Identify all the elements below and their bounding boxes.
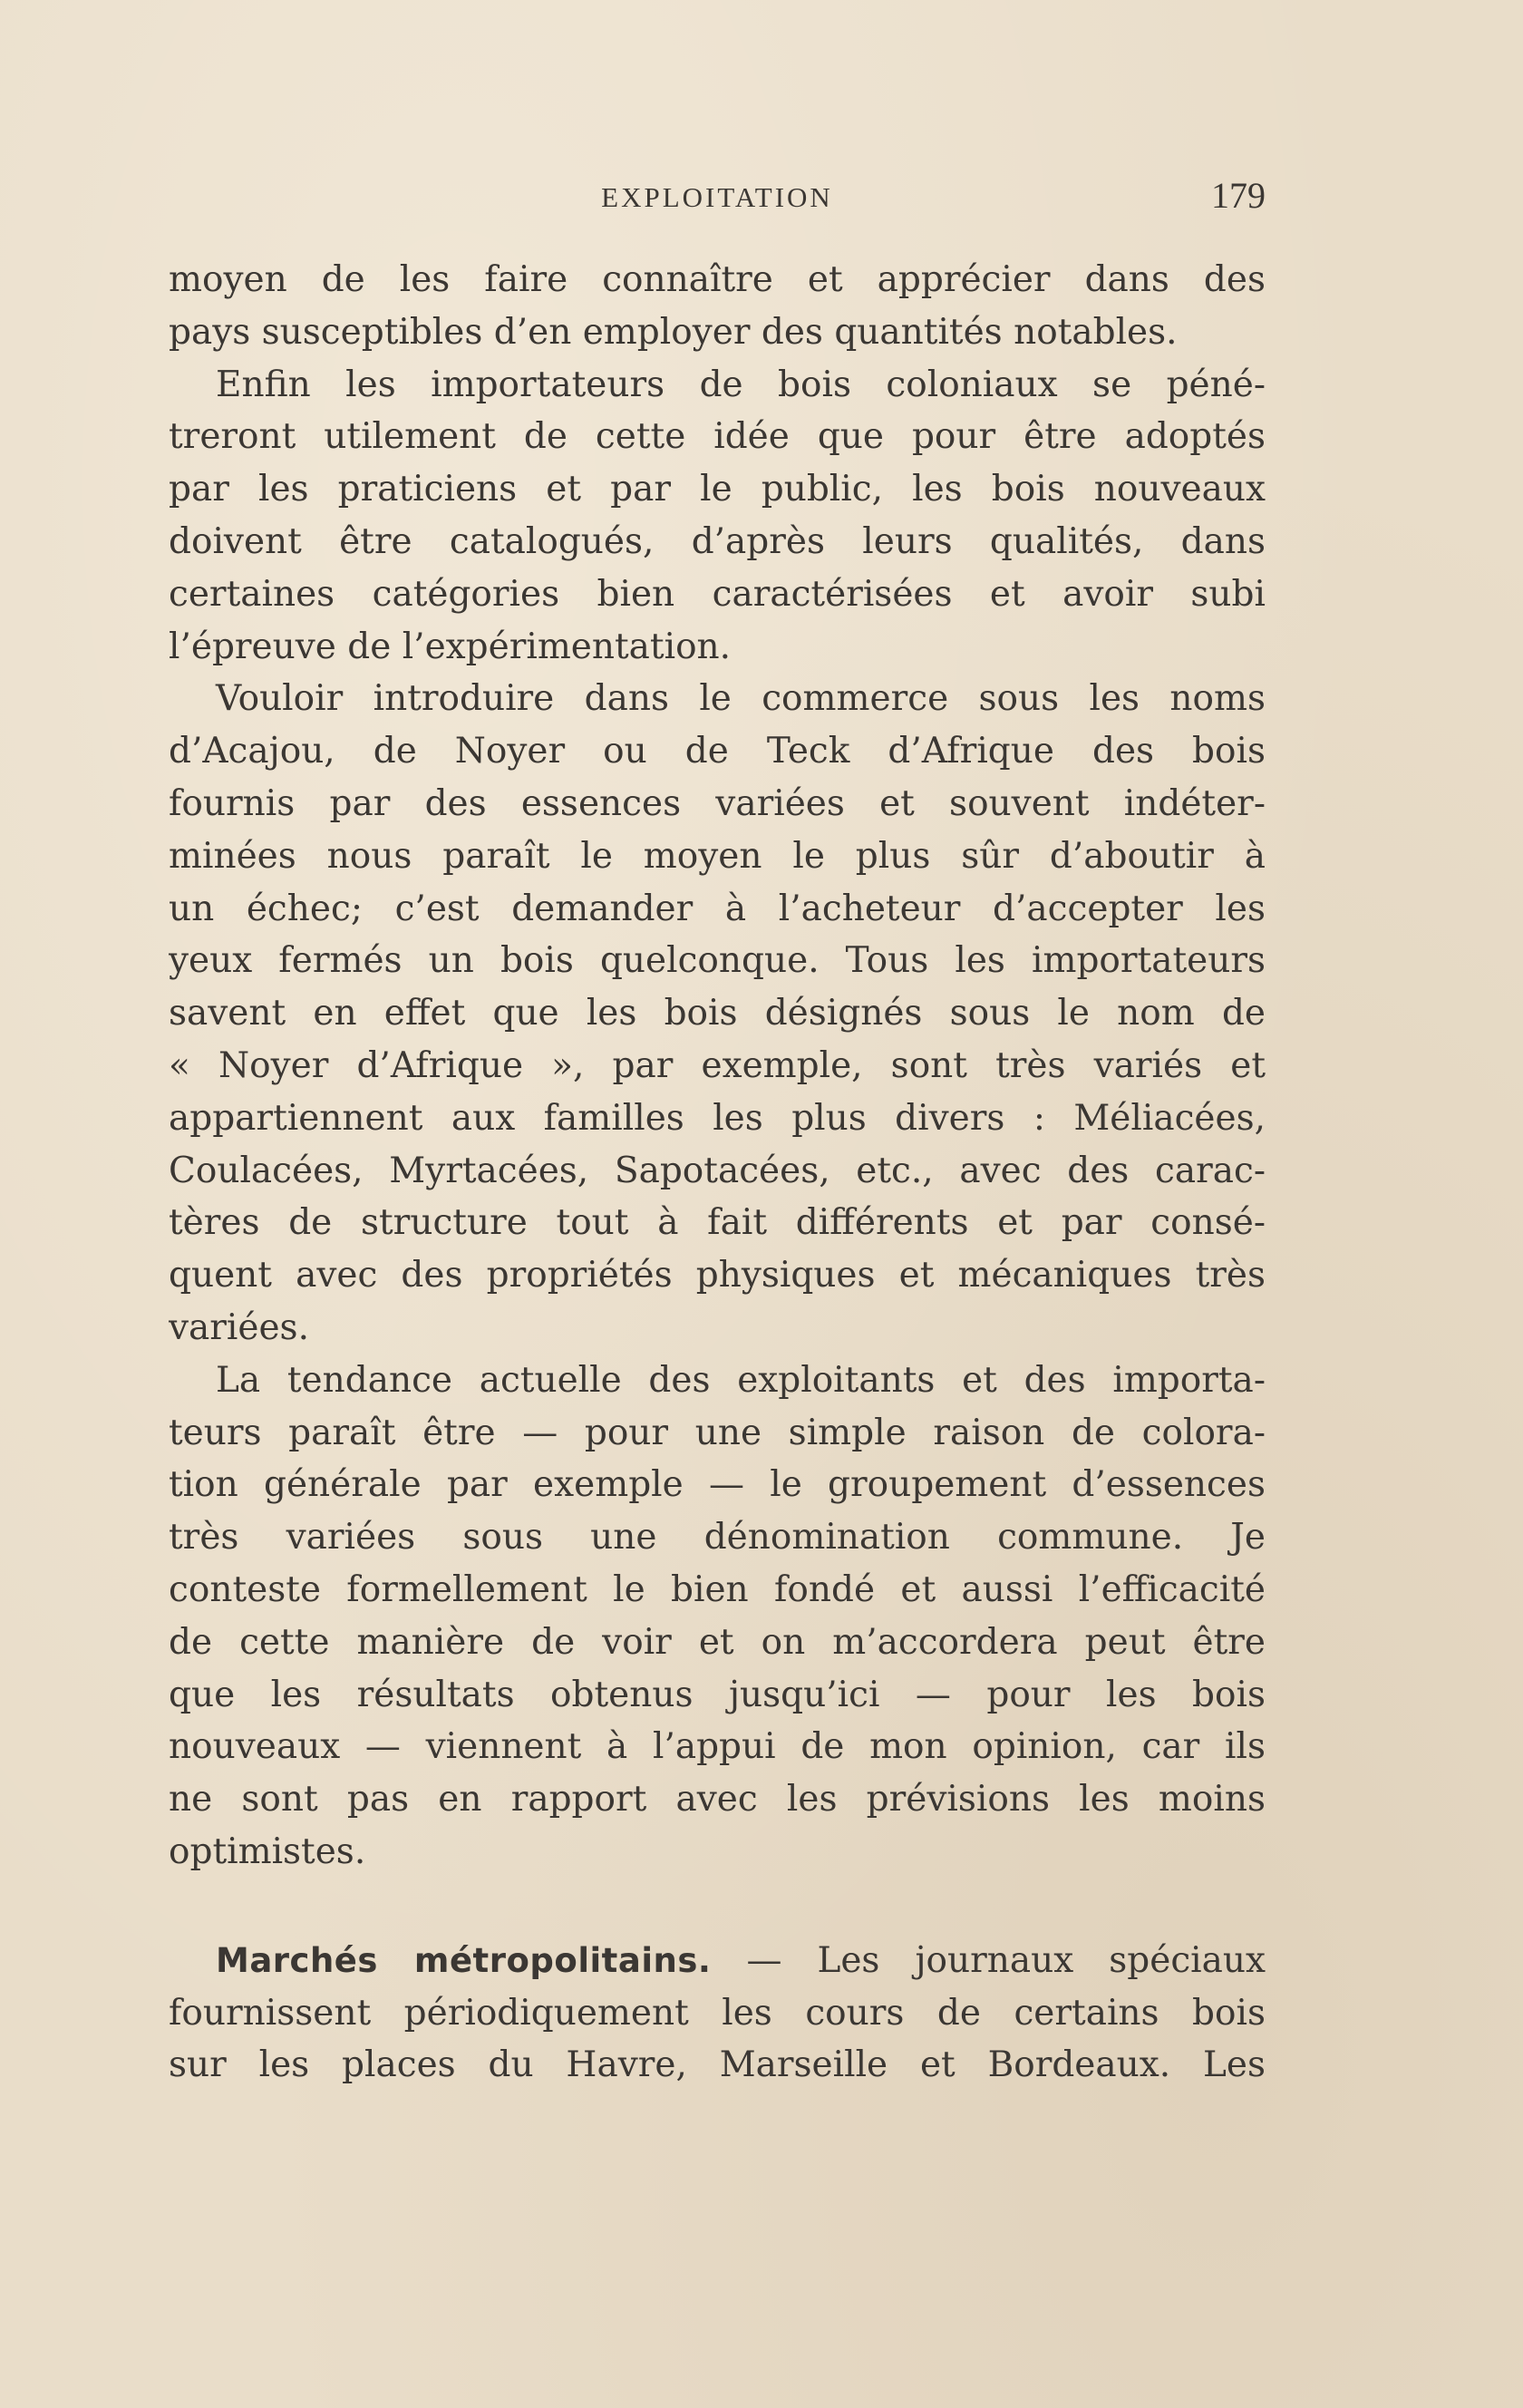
text-line: de cette manière de voir et on m’accordera peut être	[169, 1621, 1266, 1663]
text-line: fournissent périodiquement les cours de certains bois	[169, 1992, 1266, 2034]
section-first-line-text: — Les journaux spéciaux	[711, 1939, 1266, 1981]
text-line: pays susceptibles d’en employer des quantités notables.	[169, 311, 1178, 353]
text-line: treront utilement de cette idée que pour être adoptés	[169, 416, 1266, 458]
text-line: d’Acajou, de Noyer ou de Teck d’Afrique des bois	[169, 731, 1266, 772]
running-title: EXPLOITATION	[601, 181, 833, 213]
section-first-line	[169, 1935, 1266, 1987]
text-line: « Noyer d’Afrique », par exemple, sont très variés et	[169, 1044, 1266, 1086]
text-line: teurs paraît être — pour une simple raison de colora-	[169, 1412, 1266, 1453]
text-line: que les résultats obtenus jusqu’ici — pour les bois	[169, 1674, 1266, 1715]
text-line: ne sont pas en rapport avec les prévisions les moins	[169, 1779, 1266, 1821]
text-line: tion générale par exemple — le groupement d’essences	[169, 1464, 1266, 1506]
text-line: quent avec des propriétés physiques et mécaniques très	[169, 1255, 1266, 1296]
text-line: variées.	[169, 1306, 309, 1348]
text-line: Enfin les importateurs de bois coloniaux se péné-	[216, 364, 1266, 405]
text-line: sur les places du Havre, Marseille et Bordeaux. Les	[169, 2044, 1266, 2086]
section-heading: Marchés métropolitains.	[216, 1940, 712, 1980]
text-line: fournis par des essences variées et souvent indéter-	[169, 782, 1266, 824]
text-line: appartiennent aux familles les plus divers : Méliacées,	[169, 1097, 1266, 1139]
running-head	[169, 174, 1266, 219]
text-line: minées nous paraît le moyen le plus sûr d’aboutir à	[169, 835, 1266, 877]
text-line: optimistes.	[169, 1830, 366, 1872]
section-gap	[169, 1879, 1266, 1935]
text-line: Vouloir introduire dans le commerce sous les noms	[216, 678, 1266, 720]
text-line: certaines catégories bien caractérisées et avoir subi	[169, 573, 1266, 615]
text-line: moyen de les faire connaître et apprécier dans des	[169, 259, 1266, 300]
text-line: par les praticiens et par le public, les bois nouveaux	[169, 469, 1266, 510]
text-line: un échec; c’est demander à l’acheteur d’accepter les	[169, 888, 1266, 929]
text-line: nouveaux — viennent à l’appui de mon opinion, car ils	[169, 1726, 1266, 1768]
text-line: La tendance actuelle des exploitants et des importa-	[216, 1359, 1266, 1401]
text-line: doivent être catalogués, d’après leurs qualités, dans	[169, 520, 1266, 562]
text-line: Coulacées, Myrtacées, Sapotacées, etc., avec des carac-	[169, 1150, 1266, 1191]
text-line: yeux fermés un bois quelconque. Tous les importateurs	[169, 940, 1266, 982]
text-line: très variées sous une dénomination commune. Je	[169, 1517, 1266, 1558]
page-number: 179	[1211, 175, 1266, 216]
text-line: l’épreuve de l’expérimentation.	[169, 626, 732, 667]
text-line: tères de structure tout à fait différents et par consé-	[169, 1202, 1266, 1244]
text-line: savent en effet que les bois désignés sous le nom de	[169, 993, 1266, 1034]
text-line: conteste formellement le bien fondé et aussi l’efficacité	[169, 1568, 1266, 1610]
body-text	[169, 254, 1266, 2092]
